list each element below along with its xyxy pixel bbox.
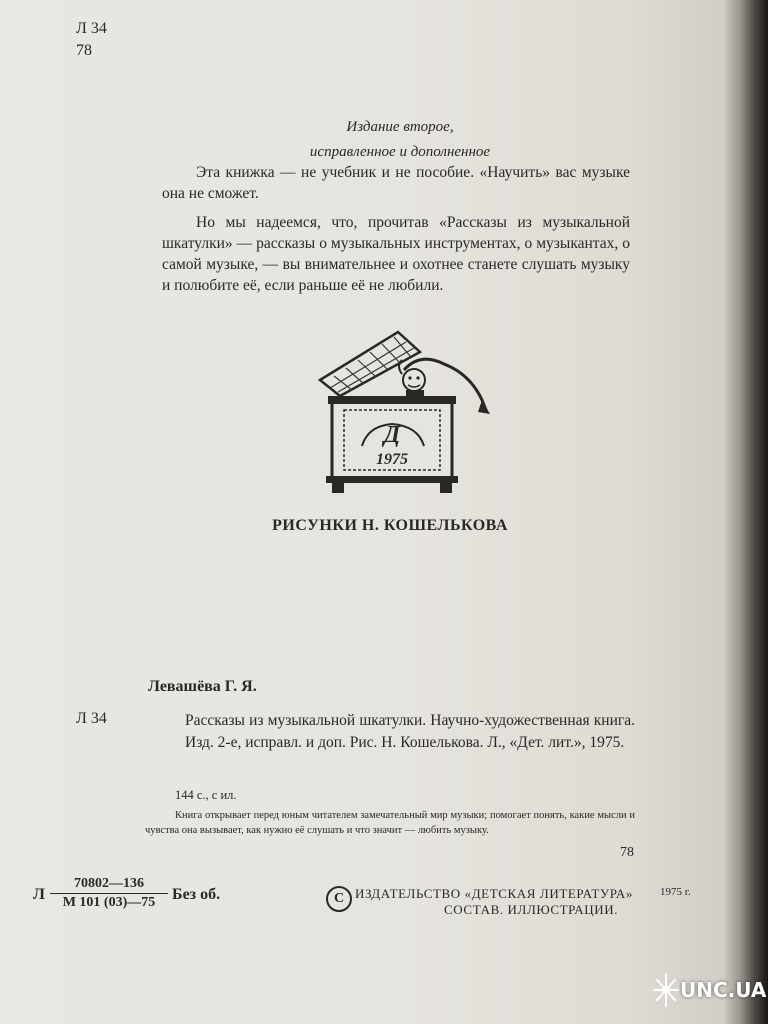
catalog-code-block bbox=[76, 18, 107, 62]
bib-code: Л 34 bbox=[76, 710, 107, 727]
bib-description: Рассказы из музыкальной шкатулки. Научно-художественная книга. Изд. 2-е, исправл. и доп. Рис. Н. Кошелькова. Л., «Дет. лит.», 1975. bbox=[185, 712, 635, 751]
intro-paragraph-1 bbox=[162, 162, 630, 204]
imprint-numerator: 70802—136 bbox=[50, 876, 168, 894]
watermark-text: UNC.UA bbox=[680, 978, 767, 1002]
imprint-letter: Л bbox=[33, 886, 45, 903]
emblem-monogram: Д bbox=[383, 422, 401, 448]
page-edge-shadow bbox=[725, 0, 768, 1024]
imprint-year: 1975 г. bbox=[660, 886, 691, 898]
catalog-number: 78 bbox=[76, 42, 92, 59]
bib-number: 78 bbox=[620, 845, 634, 860]
edition-line-2: исправленное и дополненное bbox=[309, 144, 491, 160]
imprint-publisher: ИЗДАТЕЛЬСТВО «ДЕТСКАЯ ЛИТЕРАТУРА» bbox=[355, 886, 634, 901]
illustrations-credit: РИСУНКИ Н. КОШЕЛЬКОВА bbox=[272, 517, 508, 534]
imprint-compilation: СОСТАВ. ИЛЛЮСТРАЦИИ. bbox=[444, 902, 619, 917]
watermark bbox=[652, 968, 767, 1012]
edition-line-1: Издание второе, bbox=[346, 119, 454, 135]
sunburst-icon bbox=[652, 968, 680, 1012]
bib-pages: 144 с., с ил. bbox=[175, 788, 237, 802]
imprint-denominator: М 101 (03)—75 bbox=[62, 895, 156, 910]
emblem-year: 1975 bbox=[376, 451, 408, 468]
intro-paragraph-1-text: Эта книжка — не учебник и не пособие. «Научить» вас музыке она не сможет. bbox=[162, 164, 630, 202]
bib-author: Левашёва Г. Я. bbox=[148, 678, 257, 695]
catalog-code: Л 34 bbox=[76, 20, 107, 37]
bib-annotation: Книга открывает перед юным читателем замечательный мир музыки; помогает понять, какие мысли и чувства она вызывает, как нужно её слушать и что значит — любить музыку. bbox=[145, 810, 635, 836]
intro-paragraph-2 bbox=[162, 212, 630, 296]
imprint-price-note: Без об. bbox=[172, 886, 221, 903]
imprint-fraction bbox=[50, 876, 168, 911]
music-box-emblem bbox=[310, 330, 500, 500]
intro-paragraph-2-text: Но мы надеемся, что, прочитав «Рассказы из музыкальной шкатулки» — рассказы о музыкальных инструментах, о музыкантах, о самой музыке, — вы внимательнее и охотнее станете слушать музыку и полюбите её, если раньше её не любили. bbox=[162, 214, 630, 294]
copyright-icon: С bbox=[326, 886, 352, 912]
